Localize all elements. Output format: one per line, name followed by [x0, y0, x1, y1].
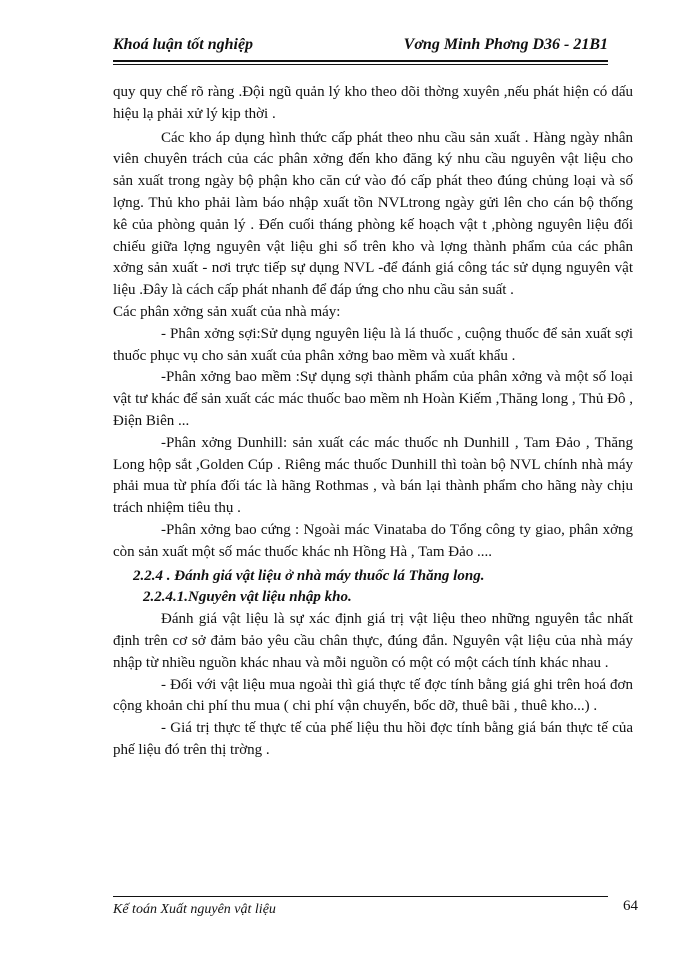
paragraph-10: - Giá trị thực tế thực tế của phế liệu thu hồi đợc tính bằng giá bán thực tế của phế liệu đó trên thị trờng . — [113, 720, 633, 758]
section-heading: 2.2.4 . Đánh giá vật liệu ở nhà máy thuốc lá Thăng long. — [133, 567, 485, 584]
paragraph-4: - Phân xởng sợi:Sử dụng nguyên liệu là lá thuốc , cuộng thuốc để sản xuất sợi thuốc phục vụ cho sản xuất của phân xởng bao mềm và xuất khẩu . — [113, 325, 633, 364]
footer-rule — [113, 896, 608, 897]
footer-title: Kế toán Xuất nguyên vật liệu — [113, 902, 276, 917]
page-header — [113, 36, 608, 58]
paragraph-7: -Phân xởng bao cứng : Ngoài mác Vinataba do Tổng công ty giao, phân xởng còn sản xuất một số mác thuốc khác nh Hồng Hà , Tam Đảo .... — [113, 521, 633, 560]
page-number: 64 — [623, 898, 638, 914]
paragraph-5: -Phân xởng bao mềm :Sự dụng sợi thành phẩm của phân xởng và một số loại vật tư khác để sản xuất các mác thuốc bao mềm nh Hoàn Kiếm ,Thăng long , Thủ Đô , Điện Biên ... — [113, 369, 633, 429]
page-body — [113, 82, 633, 762]
header-author: Vơng Minh Phơng D36 - 21B1 — [403, 36, 608, 53]
paragraph-6: -Phân xởng Dunhill: sản xuất các mác thuốc nh Dunhill , Tam Đảo , Thăng Long hộp sắt ,Golden Cúp . Riêng mác thuốc Dunhill thì toàn bộ NVL chính nhà máy phải mua từ phía đối tác là hãng Rothmas , và bán lại thành phẩm cho hãng này chịu trách nhiệm tiêu thụ . — [113, 434, 633, 517]
paragraph-3: Các phân xởng sản xuất của nhà máy: — [113, 303, 341, 320]
subsection-heading: 2.2.4.1.Nguyên vật liệu nhập kho. — [143, 589, 352, 606]
paragraph-8: Đánh giá vật liệu là sự xác định giá trị vật liệu theo những nguyên tắc nhất định trên cơ sở đảm bảo yêu cầu chân thực, đúng đắn. Nguyên vật liệu của nhà máy nhập từ nhiều nguồn khác nhau và mỗi nguồn có một có một cách tính khác nhau . — [113, 611, 633, 671]
header-thesis-label: Khoá luận tốt nghiệp — [113, 36, 254, 53]
paragraph-9: - Đối với vật liệu mua ngoài thì giá thực tế đợc tính bằng giá ghi trên hoá đơn cộng khoản chi phí thu mua ( chi phí vận chuyển, bốc dỡ, thuê bãi , thuê kho...) . — [113, 676, 633, 715]
header-rule — [113, 60, 608, 62]
paragraph-2: Các kho áp dụng hình thức cấp phát theo nhu cầu sản xuất . Hàng ngày nhân viên chuyên trách của các phân xởng đến kho đăng ký nhu cầu nguyên vật liệu cho sản xuất trong ngày bộ phận kho căn cứ vào đó cấp phát theo đúng chủng loại và số lợng. Thủ kho phải làm báo nhập xuất tồn NVLtrong ngày gửi lên cho cán bộ thống kê của phòng quản lý . Đến cuối tháng phòng kế hoạch vật t ,phòng nguyên liệu đối chiếu giữa lợng nguyên vật liệu ghi sổ trên kho và lợng thành phẩm của các phân xởng sản xuất - nơi trực tiếp sự dụng NVL -để đánh giá công tác sử dụng nguyên vật liệu .Đây là cách cấp phát nhanh để đáp ứng cho nhu cầu sản suất . — [113, 129, 633, 299]
paragraph-1: quy quy chế rõ ràng .Đội ngũ quản lý kho theo dõi thờng xuyên ,nếu phát hiện có dấu hiệu lạ phải xử lý kịp thời . — [113, 84, 633, 122]
header-rule-thin — [113, 64, 608, 65]
